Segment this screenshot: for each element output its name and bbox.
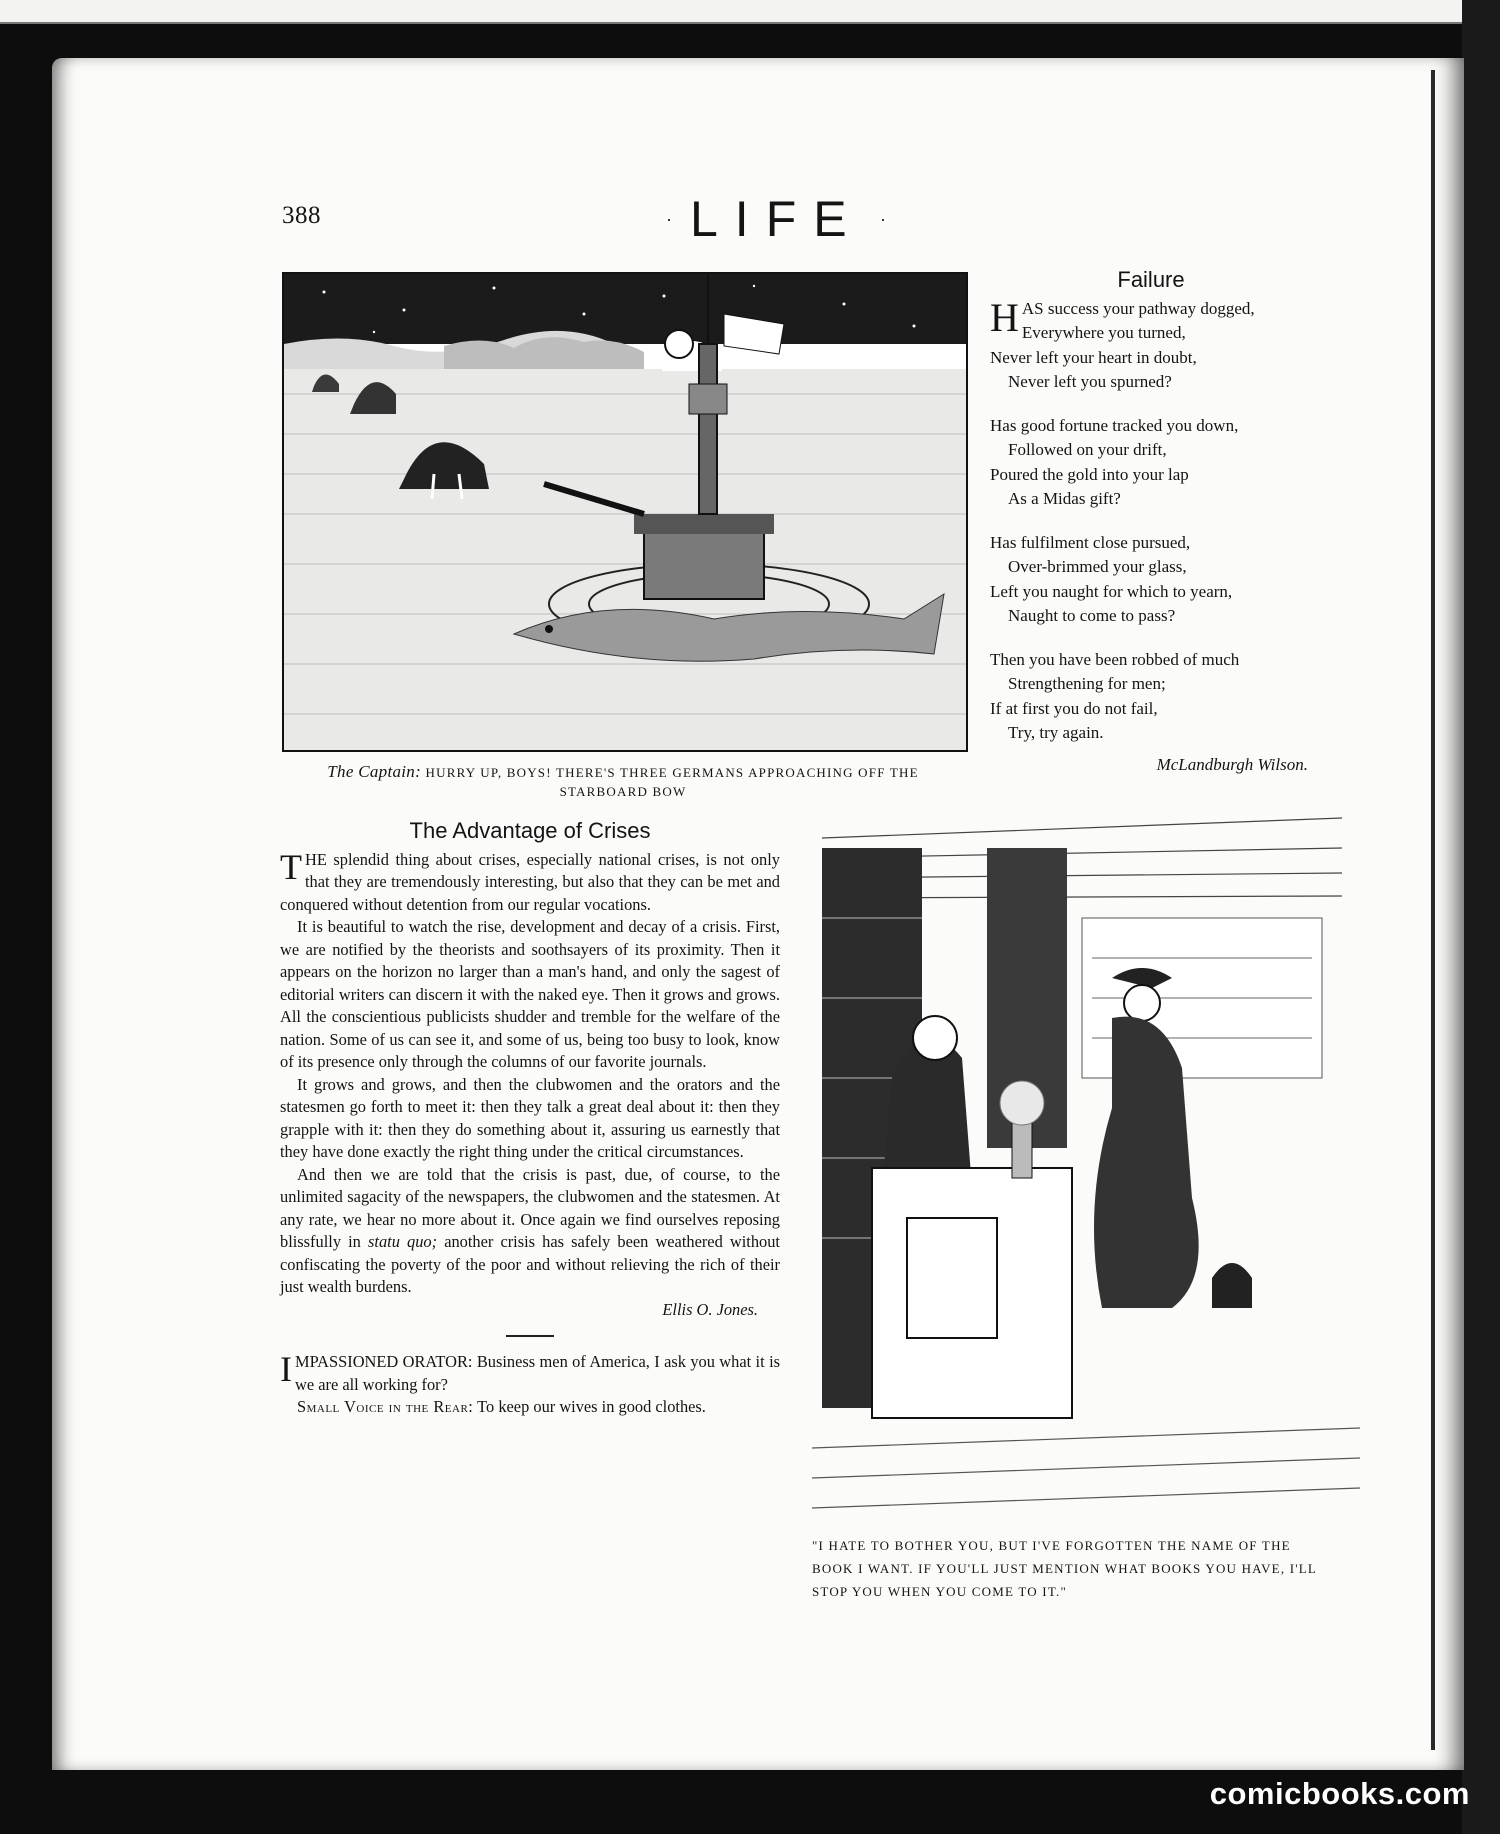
walrus-submarine-illustration bbox=[282, 272, 968, 752]
poem-line: Never left your heart in doubt, bbox=[990, 347, 1197, 367]
joke-paragraph bbox=[280, 1351, 780, 1396]
article-dropcap: T bbox=[280, 846, 302, 887]
article-text: another crisis has safely been weathered without confiscating the poverty of the poor and without relieving the rich of their just wealth burdens. bbox=[280, 1232, 780, 1296]
joke-line: Business men of America, I ask you what it is we are all working for? bbox=[295, 1352, 780, 1394]
page-number: 388 bbox=[282, 202, 321, 229]
poem-line: Strengthening for men; bbox=[1008, 674, 1166, 693]
illustration-2-caption: "I HATE TO BOTHER YOU, BUT I'VE FORGOTTEN THE NAME OF THE BOOK I WANT. IF YOU'LL JUST MENTION WHAT BOOKS YOU HAVE, I'LL STOP YOU WHEN YOU COME TO IT." bbox=[812, 1538, 1317, 1599]
article-author: Ellis O. Jones. bbox=[662, 1299, 758, 1319]
poem-line: Then you have been robbed of much bbox=[990, 649, 1240, 669]
article-paragraph bbox=[280, 846, 780, 917]
poem-line: Poured the gold into your lap bbox=[990, 464, 1189, 484]
poem-dropcap: H bbox=[990, 294, 1019, 340]
article-advantage-of-crises bbox=[280, 820, 780, 1419]
poem-stanza-2 bbox=[990, 414, 1330, 512]
poem-line: Followed on your drift, bbox=[1008, 440, 1167, 459]
poem-failure bbox=[990, 268, 1330, 777]
joke-paragraph bbox=[280, 1396, 780, 1419]
joke-speaker: Small Voice in the Rear: bbox=[297, 1397, 474, 1416]
article-title: The Advantage of Crises bbox=[409, 818, 651, 843]
poem-line: Never left you spurned? bbox=[1008, 372, 1172, 391]
bookshop-illustration bbox=[812, 808, 1360, 1548]
poem-stanza-4 bbox=[990, 648, 1330, 746]
joke-dropcap: I bbox=[280, 1349, 292, 1389]
poem-title: Failure bbox=[1117, 267, 1185, 292]
article-text: And then we are told that the crisis is past, due, of course, to the unlimited sagacity of the newspapers, the clubwomen and the statesmen. At any rate, we hear no more about it. Once again we find ourselves reposing blissfully in bbox=[280, 1164, 780, 1251]
masthead-dot-left: · bbox=[666, 210, 672, 230]
poem-line: AS success your pathway dogged, bbox=[1021, 298, 1255, 318]
masthead-dot-right: · bbox=[880, 210, 886, 230]
previous-page-edge bbox=[0, 0, 1470, 24]
poem-stanza-1 bbox=[990, 294, 1330, 395]
caption-text: HURRY UP, BOYS! THERE'S THREE GERMANS APPROACHING OFF THE STARBOARD BOW bbox=[425, 765, 919, 799]
poem-line: Naught to come to pass? bbox=[1008, 606, 1176, 625]
article-paragraph bbox=[280, 1164, 780, 1299]
poem-line: Left you naught for which to yearn, bbox=[990, 581, 1233, 601]
poem-line: Everywhere you turned, bbox=[1021, 323, 1186, 342]
page-binding-line bbox=[1431, 70, 1435, 1750]
poem-line: If at first you do not fail, bbox=[990, 698, 1158, 718]
caption-speaker: The Captain: bbox=[327, 762, 422, 781]
watermark: comicbooks.com bbox=[1209, 1776, 1470, 1811]
poem-line: As a Midas gift? bbox=[1008, 489, 1121, 508]
masthead: LIFE bbox=[690, 191, 864, 247]
scan-border bbox=[1462, 0, 1500, 1834]
poem-line: Has fulfilment close pursued, bbox=[990, 532, 1191, 552]
poem-stanza-3 bbox=[990, 531, 1330, 629]
poem-line: Try, try again. bbox=[1008, 723, 1104, 742]
joke-speaker: MPASSIONED ORATOR: bbox=[295, 1352, 473, 1371]
section-divider bbox=[506, 1335, 554, 1337]
poem-author: McLandburgh Wilson. bbox=[1156, 754, 1308, 774]
article-paragraph-text: HE splendid thing about crises, especially national crises, is not only that they are tremendously interesting, but also that they can be met and conquered without detention from our regular vocations. bbox=[280, 849, 780, 914]
article-italic-phrase: statu quo; bbox=[368, 1232, 438, 1251]
article-paragraph: It is beautiful to watch the rise, development and decay of a crisis. First, we are notified by the theorists and soothsayers of its proximity. Then it appears on the horizon no larger than a man's hand, and only the sagest of editorial writers can discern it with the naked eye. Then it grows and grows. All the conscientious publicists shudder and tremble for the welfare of the nation. Some of us can see it, and some of us, being too busy to look, know of its presence only through the columns of our favorite journals. bbox=[280, 917, 780, 1071]
article-paragraph: It grows and grows, and then the clubwomen and the orators and the statesmen go forth to meet it: then they talk a great deal about it: then they grapple with it: then they do something about it, assuring us earnestly that they have done exactly the right thing under the critical circumstances. bbox=[280, 1074, 780, 1161]
joke-line: To keep our wives in good clothes. bbox=[477, 1397, 706, 1416]
poem-line: Over-brimmed your glass, bbox=[1008, 557, 1187, 576]
illustration-1-caption bbox=[282, 762, 964, 801]
poem-line: Has good fortune tracked you down, bbox=[990, 415, 1239, 435]
